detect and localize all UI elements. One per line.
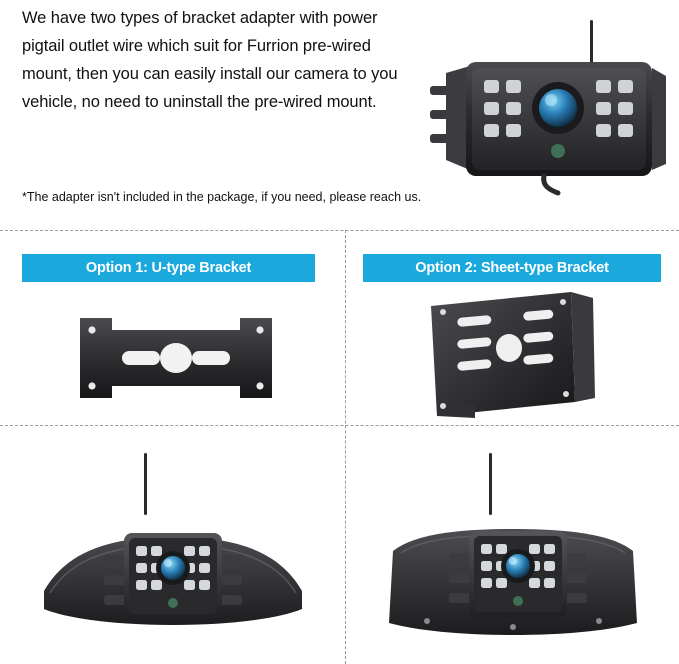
option-1-banner: Option 1: U-type Bracket: [22, 254, 315, 282]
option-2-camera-cell: [345, 425, 679, 664]
option-2-banner: Option 2: Sheet-type Bracket: [363, 254, 661, 282]
camera-on-u-bracket-image: [28, 433, 318, 658]
options-grid: [0, 230, 679, 664]
option-2-bracket-cell: [345, 230, 679, 425]
camera-on-sheet-bracket-image: [367, 433, 659, 658]
option-1-camera-cell: [0, 425, 345, 664]
headline-text: We have two types of bracket adapter with power pigtail outlet wire which suit for Furrion pre-wired mount, then you can easily install our camera to you vehicle, no need to uninstall the pre-wired mount.: [22, 9, 398, 111]
option-1-bracket-cell: [0, 230, 345, 425]
camera-front-image: [424, 18, 674, 198]
sheet-type-bracket-image: [423, 290, 601, 425]
u-type-bracket-image: [76, 312, 276, 404]
intro-section: [0, 0, 679, 228]
footnote-text: *The adapter isn't included in the package, if you need, please reach us.: [22, 190, 422, 204]
